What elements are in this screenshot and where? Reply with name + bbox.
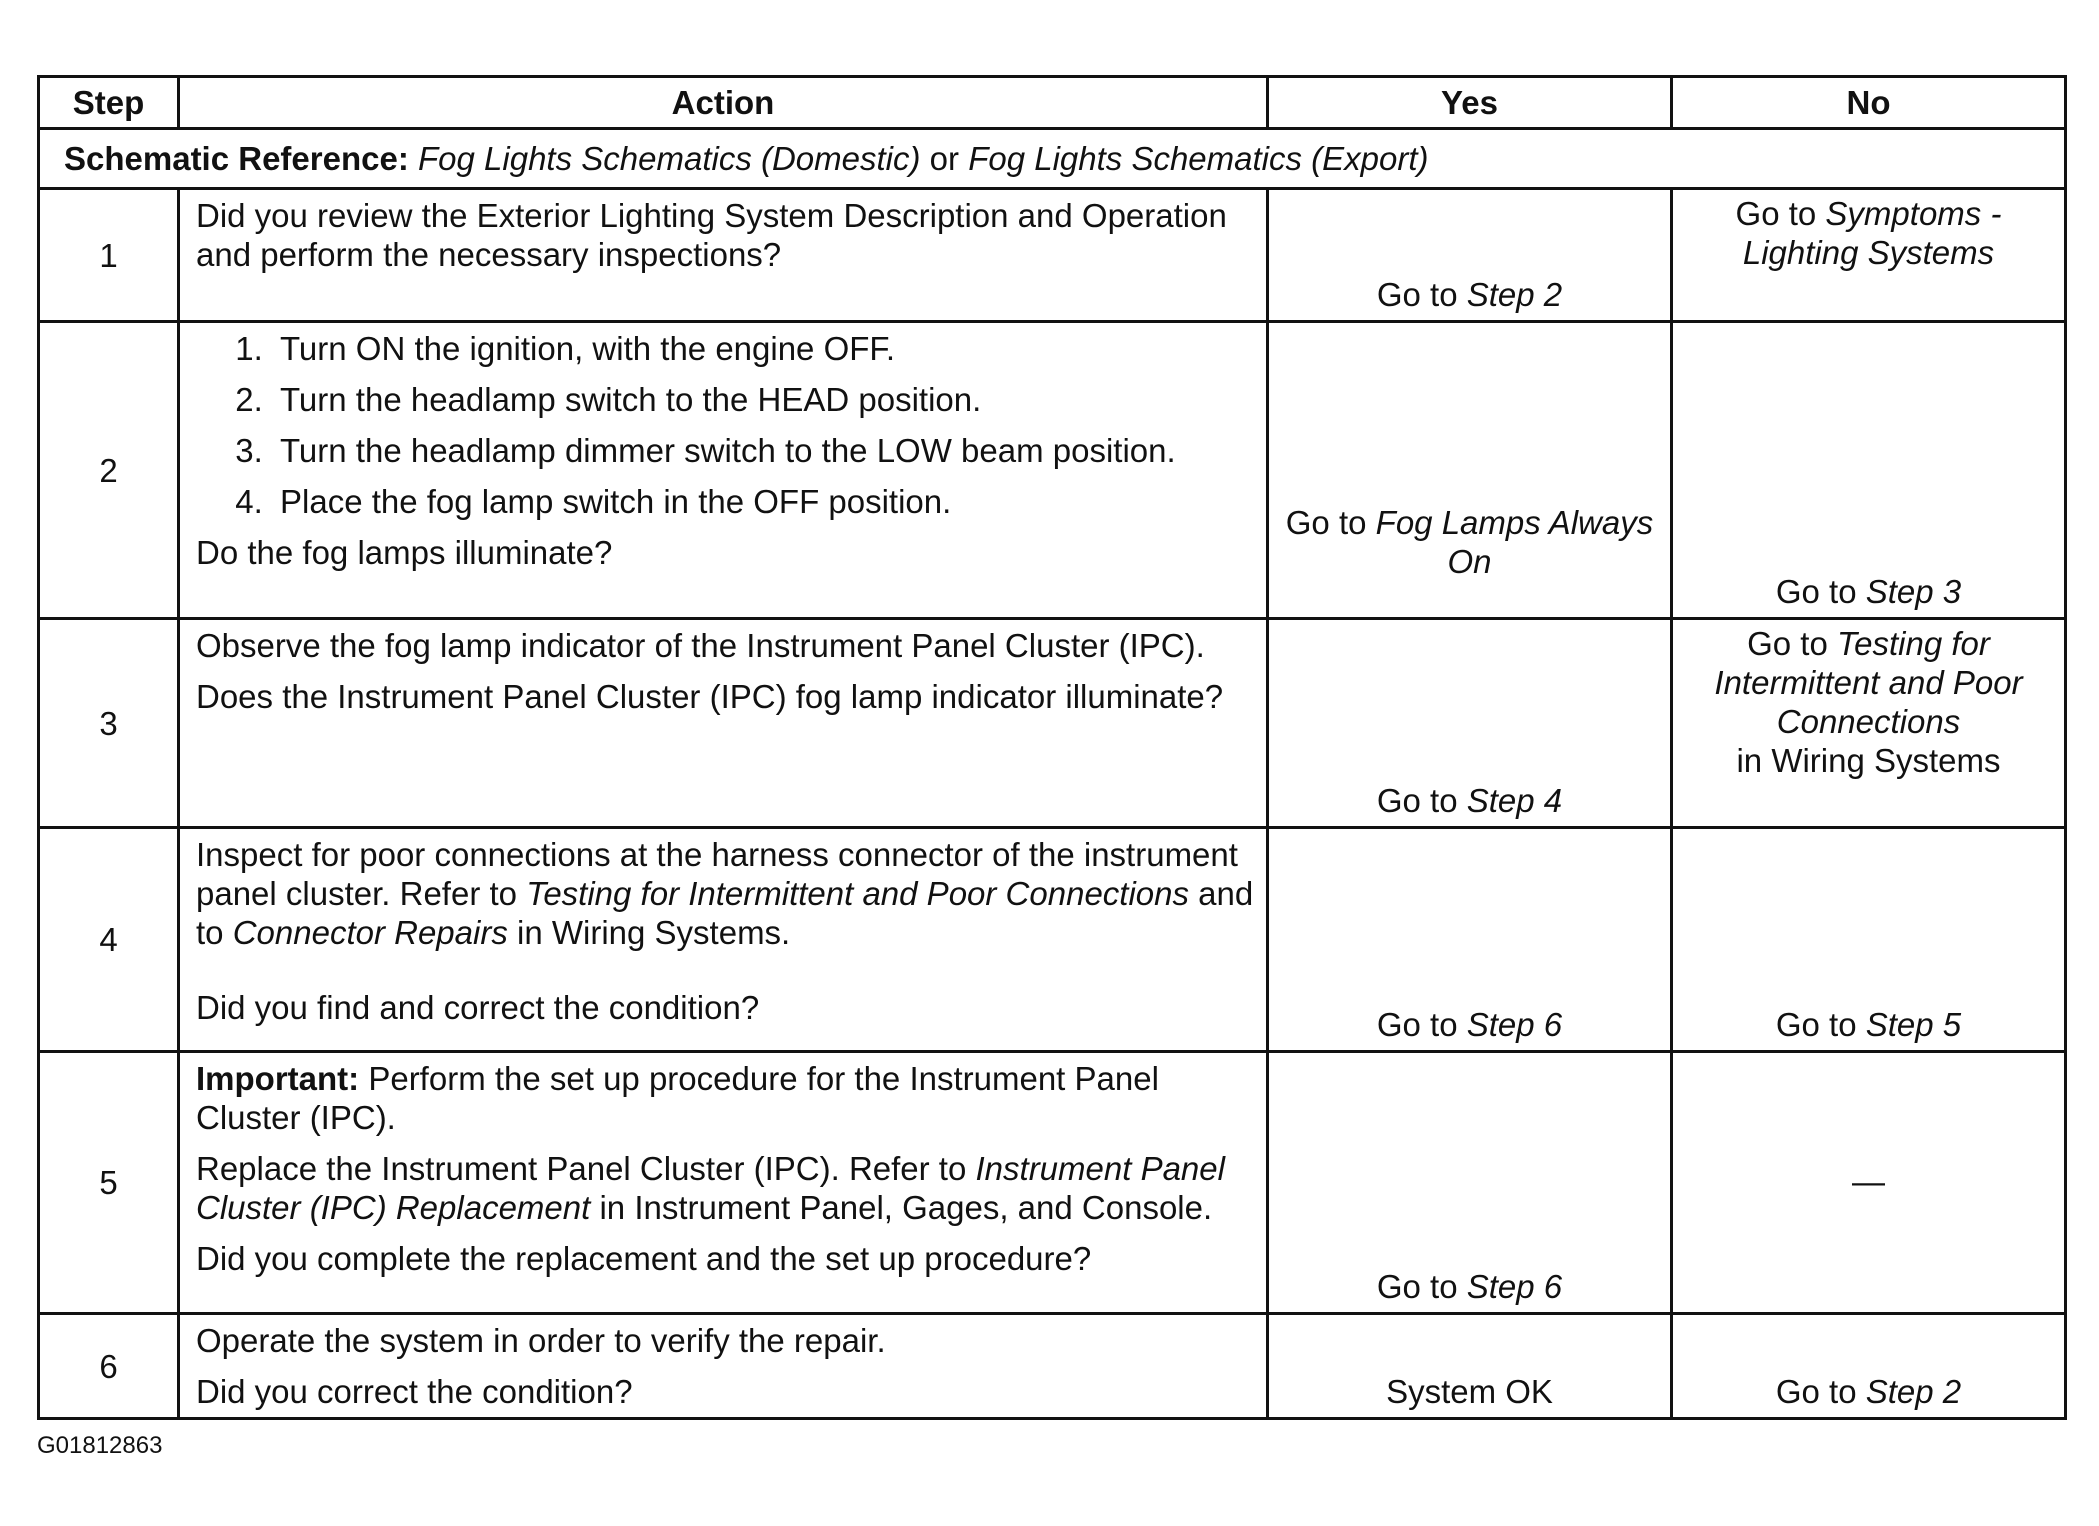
no-link[interactable]: Step 3 [1865, 573, 1962, 610]
step-number: 4 [39, 828, 179, 1052]
no-link[interactable]: Step 2 [1865, 1373, 1962, 1410]
step-number: 3 [39, 619, 179, 828]
important-text: Perform the set up procedure for the Instrument Panel Cluster (IPC). [196, 1060, 1159, 1136]
list-item: 4. Place the fog lamp switch in the OFF position. [272, 482, 1254, 521]
important-label: Important: [196, 1060, 360, 1097]
action-text-part: in Wiring Systems. [507, 914, 791, 951]
table-header-row [39, 77, 2066, 129]
header-step: Step [39, 77, 179, 129]
no-cell [1672, 828, 2066, 1052]
no-cell [1672, 322, 2066, 619]
important-note [196, 1059, 1254, 1137]
no-prefix: Go to [1775, 573, 1866, 610]
no-link[interactable]: Testing for Intermittent and Poor Connections [1714, 625, 2023, 740]
yes-link[interactable]: Step 6 [1466, 1006, 1563, 1043]
yes-prefix: Go to [1376, 1006, 1467, 1043]
no-link[interactable]: Symptoms - Lighting Systems [1742, 195, 2002, 271]
schematic-reference-row [39, 129, 2066, 189]
no-suffix: in Wiring Systems [1736, 742, 2001, 779]
yes-link[interactable]: Fog Lamps Always On [1375, 504, 1654, 580]
figure-id: G01812863 [37, 1432, 163, 1459]
action-text: Did you review the Exterior Lighting System Description and Operation and perform the necessary inspections? [196, 197, 1227, 273]
schematic-reference-label: Schematic Reference: [64, 140, 409, 177]
yes-prefix: Go to [1376, 1268, 1467, 1305]
header-yes: Yes [1268, 77, 1672, 129]
action-text-part: in Instrument Panel, Gages, and Console. [590, 1189, 1213, 1226]
yes-result: System OK [1386, 1373, 1553, 1410]
question-text: Did you correct the condition? [196, 1373, 633, 1410]
schematic-link-domestic[interactable]: Fog Lights Schematics (Domestic) [418, 140, 921, 177]
action-cell [179, 1052, 1268, 1314]
no-prefix: Go to [1775, 1373, 1866, 1410]
schematic-link-export[interactable]: Fog Lights Schematics (Export) [968, 140, 1429, 177]
no-link[interactable]: Step 5 [1865, 1006, 1962, 1043]
action-text-part: Replace the Instrument Panel Cluster (IPC). Refer to [196, 1150, 976, 1187]
yes-cell [1268, 828, 1672, 1052]
schematic-or: or [929, 140, 960, 177]
action-text: Operate the system in order to verify the repair. [196, 1322, 886, 1359]
yes-prefix: Go to [1285, 504, 1376, 541]
table-row [39, 322, 2066, 619]
yes-cell [1268, 189, 1672, 322]
no-cell [1672, 189, 2066, 322]
action-link-ipc-replacement[interactable]: Instrument Panel Cluster (IPC) Replacement [196, 1150, 1225, 1226]
no-dash: — [1852, 1163, 1885, 1200]
header-action: Action [179, 77, 1268, 129]
yes-prefix: Go to [1376, 276, 1467, 313]
no-prefix: Go to [1747, 625, 1837, 662]
schematic-reference [39, 129, 2066, 189]
table-row [39, 1314, 2066, 1419]
action-text-part: and to [196, 875, 1254, 951]
no-prefix: Go to [1735, 195, 1826, 232]
no-cell [1672, 1052, 2066, 1314]
question-text: Did you complete the replacement and the set up procedure? [196, 1240, 1092, 1277]
diagnostic-table [37, 75, 2067, 1420]
yes-cell [1268, 1052, 1672, 1314]
step-number: 1 [39, 189, 179, 322]
action-text [196, 1149, 1254, 1227]
yes-cell [1268, 1314, 1672, 1419]
procedure-list [196, 329, 1254, 521]
action-link-connector-repairs[interactable]: Connector Repairs [232, 914, 508, 951]
list-item: 2. Turn the headlamp switch to the HEAD position. [272, 380, 1254, 419]
list-item: 1. Turn ON the ignition, with the engine OFF. [272, 329, 1254, 368]
table-row [39, 619, 2066, 828]
action-cell [179, 1314, 1268, 1419]
step-number: 5 [39, 1052, 179, 1314]
step-number: 2 [39, 322, 179, 619]
question-text: Do the fog lamps illuminate? [196, 534, 613, 571]
yes-prefix: Go to [1376, 782, 1467, 819]
action-text [196, 835, 1254, 952]
yes-cell [1268, 322, 1672, 619]
yes-cell [1268, 619, 1672, 828]
table-row [39, 1052, 2066, 1314]
table-row [39, 828, 2066, 1052]
list-item: 3. Turn the headlamp dimmer switch to the LOW beam position. [272, 431, 1254, 470]
action-text-part: Inspect for poor connections at the harness connector of the instrument panel cluster. Refer to [196, 836, 1238, 912]
step-number: 6 [39, 1314, 179, 1419]
action-link-testing[interactable]: Testing for Intermittent and Poor Connections [526, 875, 1190, 912]
yes-link[interactable]: Step 2 [1466, 276, 1563, 313]
question-text: Did you find and correct the condition? [196, 989, 760, 1026]
action-cell [179, 189, 1268, 322]
action-cell [179, 322, 1268, 619]
no-prefix: Go to [1775, 1006, 1866, 1043]
action-text: Observe the fog lamp indicator of the Instrument Panel Cluster (IPC). [196, 627, 1205, 664]
header-no: No [1672, 77, 2066, 129]
question-text: Does the Instrument Panel Cluster (IPC) fog lamp indicator illuminate? [196, 678, 1224, 715]
action-cell [179, 619, 1268, 828]
yes-link[interactable]: Step 6 [1466, 1268, 1563, 1305]
no-cell [1672, 619, 2066, 828]
action-cell [179, 828, 1268, 1052]
no-cell [1672, 1314, 2066, 1419]
table-row [39, 189, 2066, 322]
yes-link[interactable]: Step 4 [1466, 782, 1563, 819]
